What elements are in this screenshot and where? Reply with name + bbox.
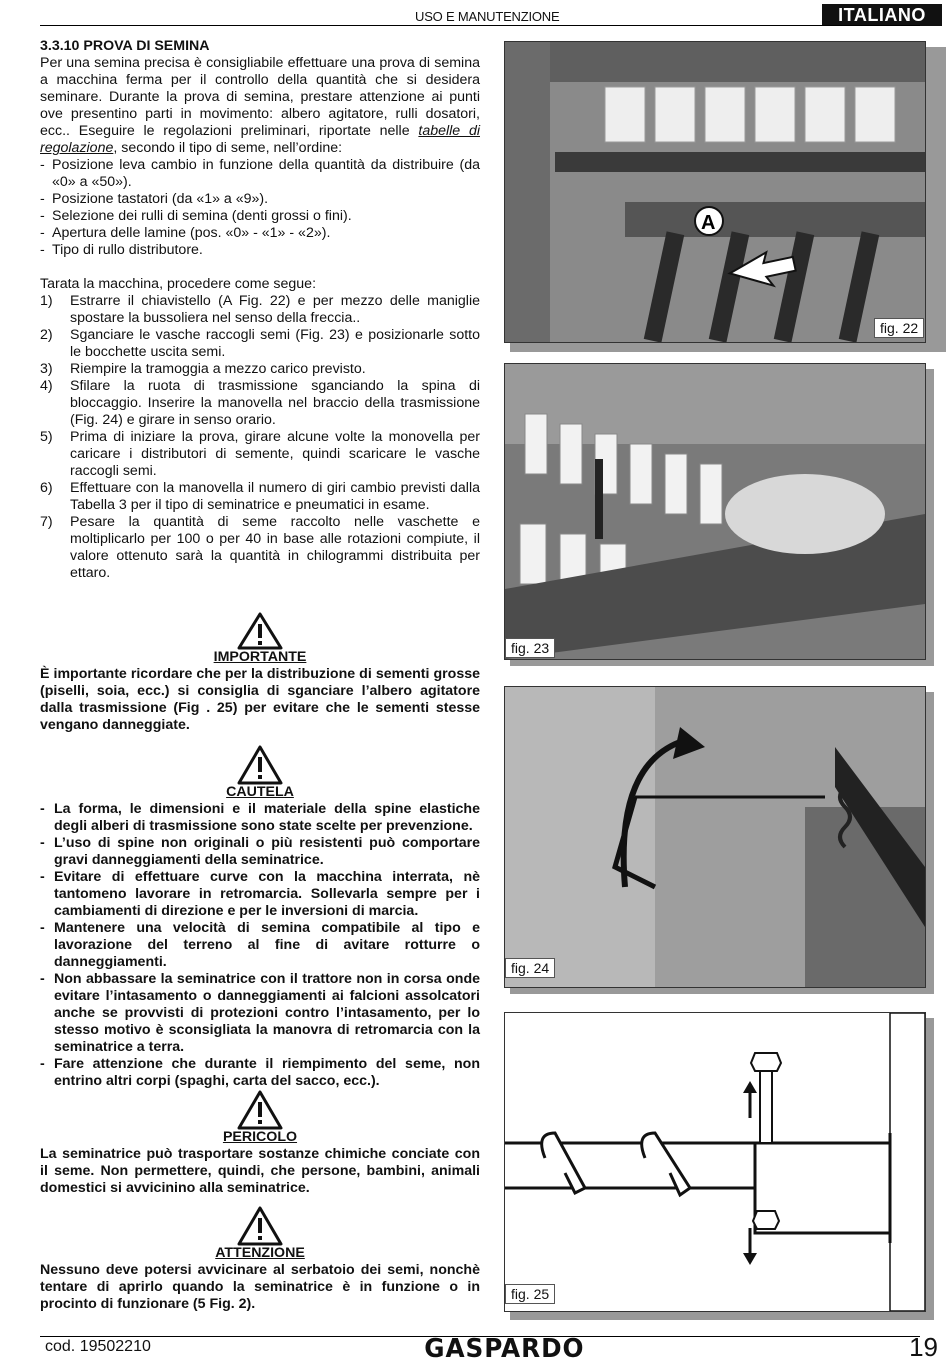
cautela-label: CAUTELA [226, 784, 294, 800]
procedure-intro: Tarata la macchina, procedere come segue: [40, 276, 317, 292]
settings-item: - Tipo di rullo distributore. [40, 242, 203, 258]
figure-24-caption: fig. 24 [505, 958, 555, 978]
regulation-tables-link[interactable]: tabelle di regolazione [40, 123, 480, 156]
settings-item: - Posizione leva cambio in funzione della quantità da distribuire (da «0» a «50»). [40, 157, 480, 190]
procedure-step: 3) Riempire la tramoggia a mezzo carico previsto. [40, 361, 366, 377]
language-tab: ITALIANO [822, 4, 942, 26]
figure-23-caption: fig. 23 [505, 638, 555, 658]
section-title: 3.3.10 PROVA DI SEMINA [40, 38, 210, 54]
seed-drill-distributor-photo [505, 42, 925, 342]
header-title: USO E MANUTENZIONE [415, 9, 560, 24]
page-number: 19 [909, 1332, 938, 1362]
procedure-step: 7) Pesare la quantità di seme raccolto nelle vaschette e moltiplicarlo per 100 o per 40 in base alle rotazioni compiute, il valore ottenuto sarà la quantità in chilogrammi distribuita per ettaro. [40, 514, 480, 581]
settings-item: - Selezione dei rulli di semina (denti grossi o fini). [40, 208, 352, 224]
warning-icon [237, 612, 283, 650]
importante-text: È importante ricordare che per la distribuzione di sementi grosse (piselli, soia, ecc.) si consiglia di sganciare l’albero agitatore dalla trasmissione (Fig . 25) per evitare che le sementi stesse vengano danneggiate. [40, 666, 480, 733]
cautela-item: - La forma, le dimensioni e il materiale della spine elastiche degli alberi di trasmissione sono state scelte per prevenzione. [40, 801, 480, 834]
brand-logo: GASPARDO [424, 1334, 585, 1364]
attenzione-text: Nessuno deve potersi avvicinare al serbatoio dei semi, nonchè tentare di aprirlo quando la seminatrice è in funzione o in procinto di funzionare (5 Fig. 2). [40, 1262, 480, 1312]
figure-25 [504, 1012, 926, 1312]
settings-item: - Apertura delle lamine (pos. «0» - «1» - «2»). [40, 225, 331, 241]
procedure-step: 4) Sfilare la ruota di trasmissione sganciando la spina di bloccaggio. Inserire la manovella nel braccio della trasmissione (Fig. 24) e girare in senso orario. [40, 378, 480, 428]
agitator-shaft-pin-diagram [505, 1013, 925, 1311]
transmission-crank-photo [505, 687, 925, 987]
section-intro: Per una semina precisa è consigliabile effettuare una prova di semina a macchina ferma per il controllo della quantità che si desidera seminare. Durante la prova di semina, prestare attenzione ai punti ove presentino parti in movimento: albero agitatore, rulli dosatori, ecc.. Eseguire le regolazioni preliminari, riportate nelle tabelle di regolazione, secondo il tipo di seme, nell’ordine: [40, 55, 480, 156]
figure-23 [504, 363, 926, 660]
cautela-item: - Evitare di effettuare curve con la macchina interrata, nè tantomeno lavorare in retromarcia. Sollevarla sempre per i cambiamenti di direzione e per le inversioni di marcia. [40, 869, 480, 919]
procedure-step: 2) Sganciare le vasche raccogli semi (Fig. 23) e posizionarle sotto le bocchette uscita semi. [40, 327, 480, 360]
figure-22 [504, 41, 926, 343]
warning-icon [237, 1090, 283, 1130]
cautela-item: - Non abbassare la seminatrice con il trattore non in corsa onde evitare l’intasamento o danneggiamenti ai falcioni assolcatori anche se provvisti di protezioni contro l’intasamento, per lo stesso motivo è sconsigliata la manovra di retromarcia con la seminatrice a terra. [40, 971, 480, 1055]
warning-icon [237, 745, 283, 785]
header-rule [40, 25, 920, 26]
figure-25-caption: fig. 25 [505, 1284, 555, 1304]
settings-item: - Posizione tastatori (da «1» a «9»). [40, 191, 269, 207]
callout-a: A [701, 212, 716, 234]
section-prova-semina [40, 38, 480, 582]
pericolo-text: La seminatrice può trasportare sostanze chimiche conciate con il seme. Non permettere, quindi, che persone, bambini, animali domestici si avvicinino alla seminatrice. [40, 1146, 480, 1196]
cautela-block [40, 745, 480, 1090]
importante-block [40, 612, 480, 734]
procedure-step: 1) Estrarre il chiavistello (A Fig. 22) e per mezzo delle maniglie spostare la bussoliera nel senso della freccia.. [40, 293, 480, 326]
pericolo-block [40, 1090, 480, 1197]
warning-icon [237, 1206, 283, 1246]
pericolo-label: PERICOLO [222, 1129, 298, 1145]
seed-collector-trays-photo [505, 364, 925, 659]
cautela-item: - Fare attenzione che durante il riempimento del seme, non entrino altri corpi (spaghi, carta del sacco, ecc.). [40, 1056, 480, 1089]
cautela-item: - L’uso di spine non originali o più resistenti può comportare gravi danneggiamenti della seminatrice. [40, 835, 480, 868]
importante-label: IMPORTANTE [213, 649, 307, 665]
attenzione-block [40, 1206, 480, 1313]
procedure-step: 5) Prima di iniziare la prova, girare alcune volte la monovella per caricare i distributori di semente, quindi scaricare le vasche raccogli semi. [40, 429, 480, 479]
procedure-step: 6) Effettuare con la manovella il numero di giri cambio previsti dalla Tabella 3 per il tipo di seminatrice e pneumatici in esame. [40, 480, 480, 513]
cautela-item: - Mantenere una velocità di semina compatibile al tipo e lavorazione del terreno al fine di avitare rotturre o danneggiamenti. [40, 920, 480, 970]
attenzione-label: ATTENZIONE [215, 1245, 305, 1261]
figure-22-caption: fig. 22 [874, 318, 924, 338]
document-code: cod. 19502210 [45, 1338, 151, 1355]
figure-24 [504, 686, 926, 988]
